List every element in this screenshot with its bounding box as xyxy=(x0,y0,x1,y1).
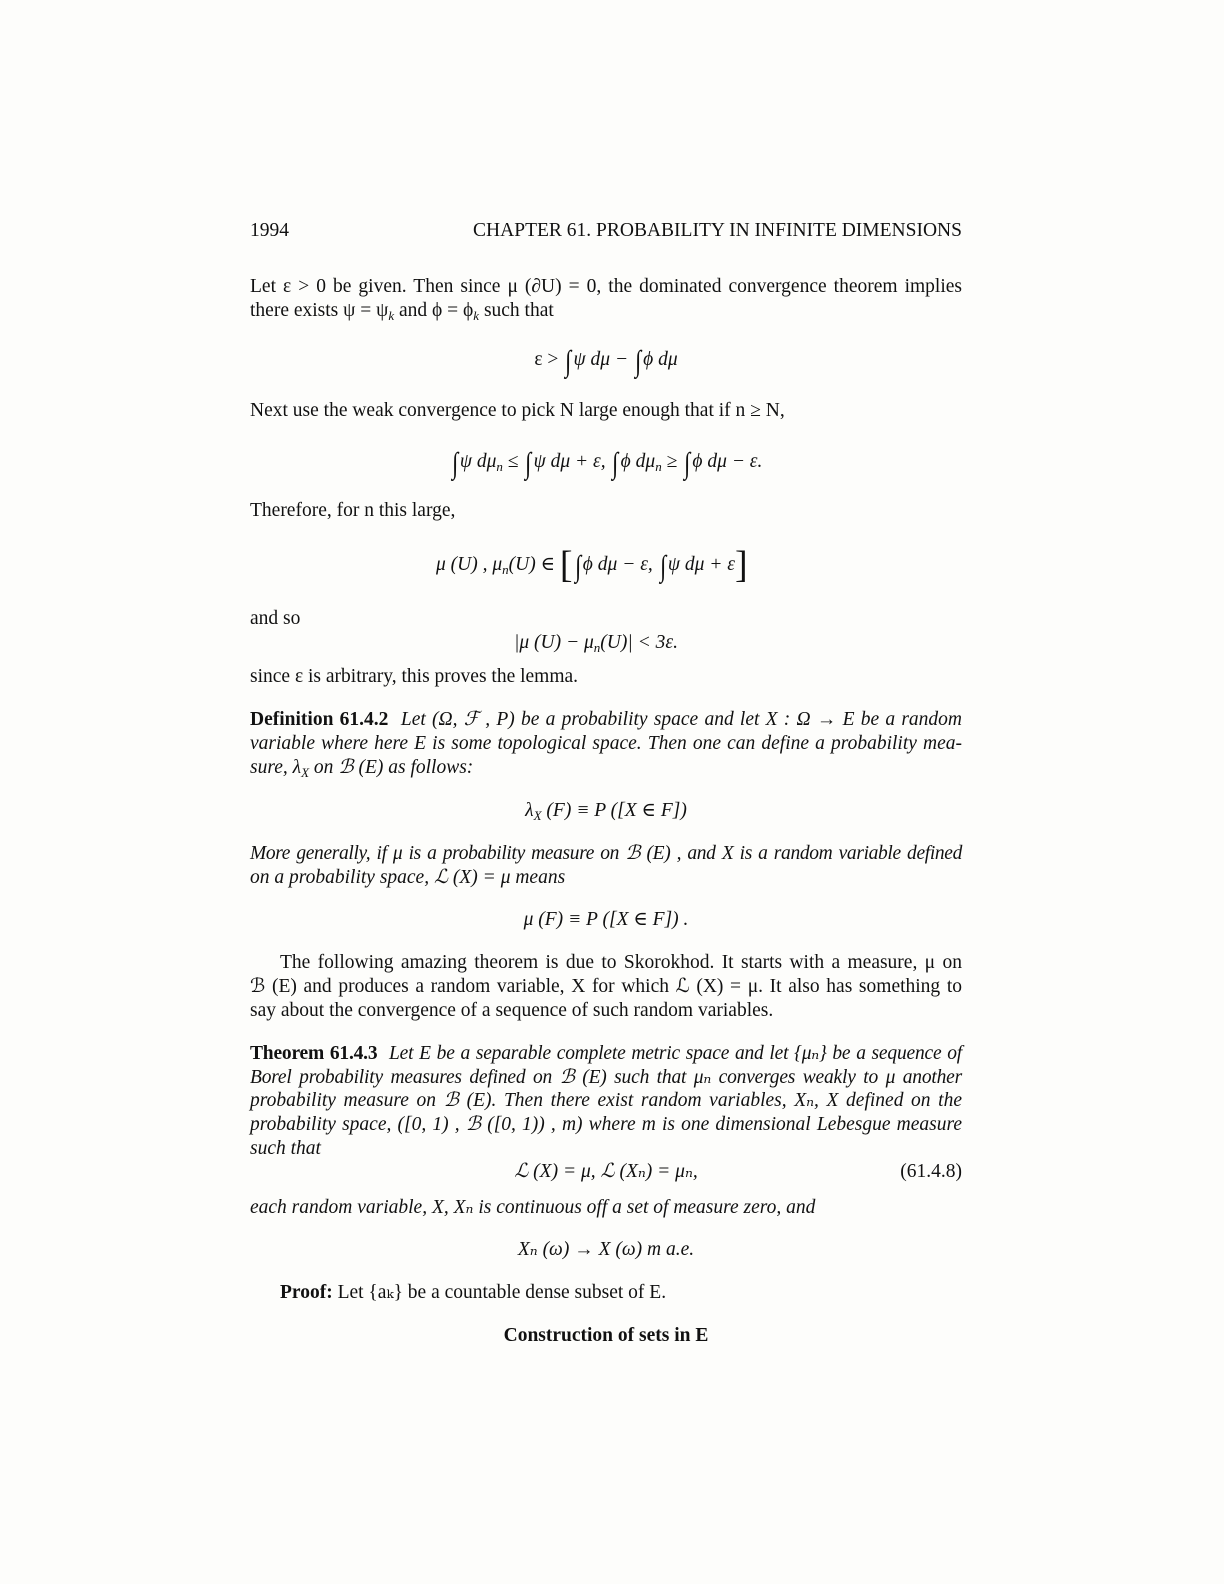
paragraph-line: ℬ (E) and produces a random variable, X for which ℒ (X) = μ. It also has something to xyxy=(250,976,962,997)
running-title: CHAPTER 61. PROBABILITY IN INFINITE DIMENSIONS xyxy=(473,220,962,241)
definition-line: variable where here E is some topological space. Then one can define a probability mea- xyxy=(250,733,962,754)
integral-sign: ∫ xyxy=(634,345,642,378)
equation-lambda: $\lambda_X$ (F) ≡ P ([X ∈ F]) xyxy=(525,800,687,823)
equation-difference: |μ $(U) - \mu_n(U)| < 3\varepsilon$. xyxy=(514,632,678,655)
equation-weak-convergence: ∫ ψ $d\mu_n$ ≤ ∫ ψ dμ + ε, ∫ ϕ $d\mu_n$ ≥ ∫ ϕ dμ − ε. xyxy=(451,447,763,480)
page-number: 1994 xyxy=(250,220,289,241)
paragraph-line: since ε is arbitrary, this proves the lemma. xyxy=(250,666,579,687)
theorem-line: Theorem 61.4.3 Let E be a separable complete metric space and let {μₙ} be a sequence of xyxy=(250,1043,962,1064)
definition-line: sure, $\lambda_X$ on ℬ (E) as follows: xyxy=(250,757,474,780)
theorem-label: Theorem 61.4.3 xyxy=(250,1043,378,1064)
paragraph-line: More generally, if μ is a probability measure on ℬ (E) , and X is a random variable defined xyxy=(250,843,962,864)
paragraph-line: say about the convergence of a sequence of such random variables. xyxy=(250,1000,774,1021)
theorem-line: probability space, ([0, 1) , ℬ ([0, 1)) , m) where m is one dimensional Lebesgue measure xyxy=(250,1114,962,1135)
paragraph-line: Therefore, for n this large, xyxy=(250,500,456,521)
theorem-line: such that xyxy=(250,1138,321,1159)
definition-label: Definition 61.4.2 xyxy=(250,709,389,730)
proof-label: Proof: xyxy=(280,1282,333,1303)
equation-convergence: Xₙ (ω) → X (ω) m a.e. xyxy=(517,1239,695,1260)
theorem-line: each random variable, X, Xₙ is continuous off a set of measure zero, and xyxy=(250,1197,816,1218)
equation-number: (61.4.8) xyxy=(900,1161,962,1182)
paragraph-line: and so xyxy=(250,608,301,629)
proof-line: Proof: Let {aₖ} be a countable dense subset of E. xyxy=(280,1282,667,1303)
paragraph-line: Let ε > 0 be given. Then since μ (∂U) = 0, the dominated convergence theorem implies xyxy=(250,276,962,297)
paragraph-line: on a probability space, ℒ (X) = μ means xyxy=(250,867,566,888)
integral-sign: ∫ xyxy=(565,345,572,378)
equation-law: ℒ (X) = μ, ℒ (Xₙ) = μₙ, xyxy=(514,1161,698,1182)
equation-interval: μ (U) , $\mu_n(U)$ ∈ [∫ ϕ dμ − ε, ∫ ψ dμ + ε] xyxy=(436,544,748,586)
equation-epsilon-bound: ε > ∫ ψ dμ − ∫ ϕ dμ xyxy=(534,345,678,378)
paragraph-line: Next use the weak convergence to pick N large enough that if n ≥ N, xyxy=(250,400,785,421)
paragraph-line: there exists $\psi = \psi_k$ and $\phi = \phi_k$ such that xyxy=(250,300,554,323)
theorem-line: Borel probability measures defined on ℬ (E) such that μₙ converges weakly to μ another xyxy=(250,1067,962,1088)
equation-mu-f: μ (F) ≡ P ([X ∈ F]) . xyxy=(523,909,689,930)
paragraph-line: The following amazing theorem is due to Skorokhod. It starts with a measure, μ on xyxy=(280,952,962,973)
section-heading: Construction of sets in E xyxy=(503,1325,709,1346)
definition-line: Definition 61.4.2 Let (Ω, ℱ , P) be a probability space and let X : Ω → E be a random xyxy=(250,709,963,730)
theorem-line: probability measure on ℬ (E). Then there exist random variables, Xₙ, X defined on the xyxy=(250,1090,962,1111)
